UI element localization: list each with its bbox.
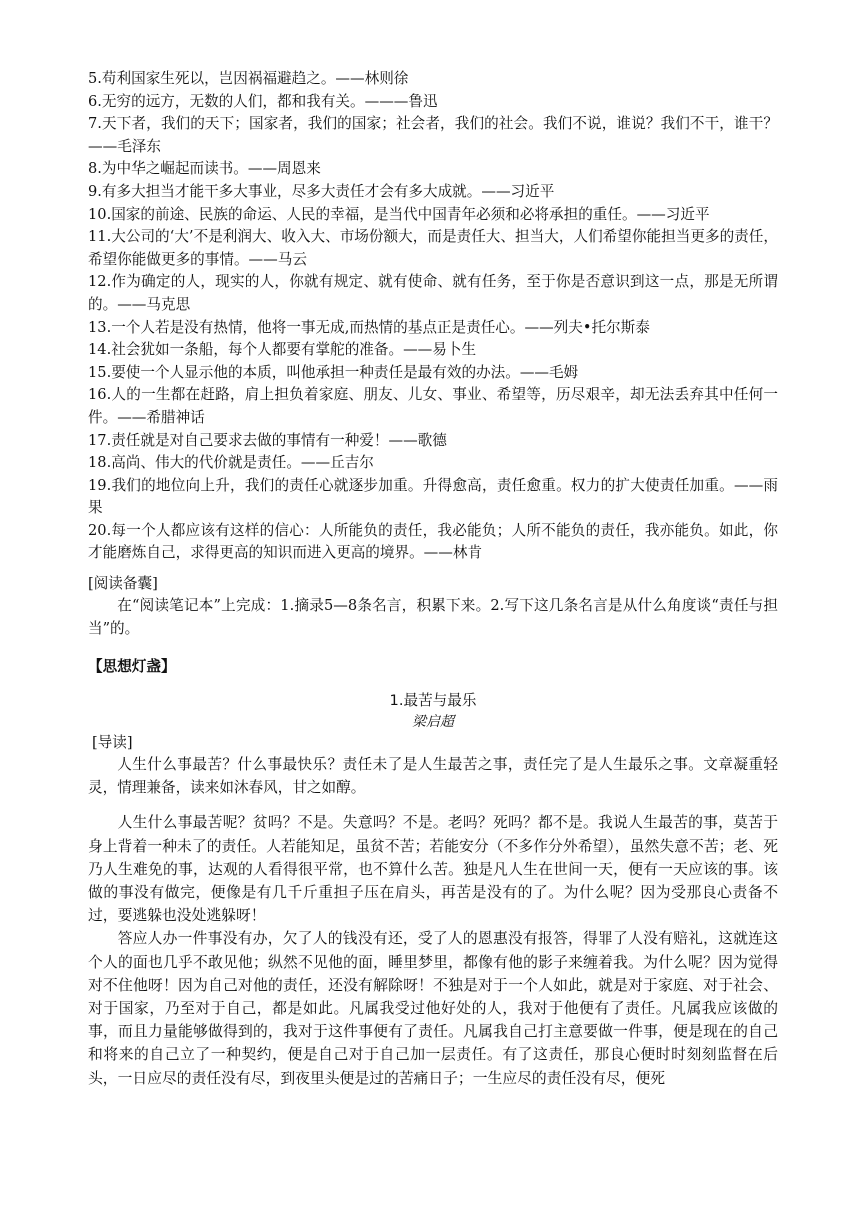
section-title: 【思想灯盏】 <box>88 658 176 676</box>
guide-label: [导读] <box>92 734 133 752</box>
quote-12: 12.作为确定的人，现实的人，你就有规定、就有使命、就有任务，至于你是否意识到这一点，那是无所谓的。——马克思 <box>88 273 778 313</box>
quote-20: 20.每一个人都应该有这样的信心：人所能负的责任，我必能负；人所不能负的责任，我亦能负。如此，你才能磨炼自己，求得更高的知识而进入更高的境界。——林肯 <box>88 521 778 562</box>
quote-17: 17.责任就是对自己要求去做的事情有一种爱！——歌德 <box>88 431 447 449</box>
article-paragraph-1: 人生什么事最苦呢？贫吗？不是。失意吗？不是。老吗？死吗？都不是。我说人生最苦的事，莫苦于身上背着一种未了的责任。人若能知足，虽贫不苦；若能安分（不多作分外希望），虽然失意不苦；老、死乃人生难免的事，达观的人看得很平常，也不算什么苦。独是凡人生在世间一天，便有一天应该的事。该做的事没有做完，便像是有几千斤重担子压在肩头，再苦是没有的了。为什么呢？因为受那良心责备不过，要逃躲也没处逃躲呀！ <box>88 814 778 925</box>
document-page <box>88 68 778 1090</box>
quote-13: 13.一个人若是没有热情，他将一事无成,而热情的基点正是责任心。——列夫•托尔斯泰 <box>88 318 650 336</box>
quote-6: 6.无穷的远方，无数的人们，都和我有关。———鲁迅 <box>88 92 438 110</box>
article-paragraph-2: 答应人办一件事没有办，欠了人的钱没有还，受了人的恩惠没有报答，得罪了人没有赔礼，这就连这个人的面也几乎不敢见他；纵然不见他的面，睡里梦里，都像有他的影子来缠着我。为什么呢？因为觉得对不住他呀！因为自己对他的责任，还没有解除呀！不独是对于一个人如此，就是对于家庭、对于社会、对于国家，乃至对于自己，都是如此。凡属我受过他好处的人，我对于他便有了责任。凡属我应该做的事，而且力量能够做得到的，我对于这件事便有了责任。凡属我自己打主意要做一件事，便是现在的自己和将来的自己立了一种契约，便是自己对于自己加一层责任。有了这责任，那良心便时时刻刻监督在后头，一日应尽的责任没有尽，到夜里头便是过的苦痛日子；一生应尽的责任没有尽，便死 <box>88 930 778 1087</box>
quote-15: 15.要使一个人显示他的本质，叫他承担一种责任是最有效的办法。——毛姆 <box>88 363 579 381</box>
quote-11: 11.大公司的‘大’不是利润大、收入大、市场份额大，而是责任大、担当大，人们希望你能担当更多的责任，希望你能做更多的事情。——马云 <box>88 228 778 268</box>
quote-18: 18.高尚、伟大的代价就是责任。——丘吉尔 <box>88 454 374 472</box>
quote-8: 8.为中华之崛起而读书。——周恩来 <box>88 160 321 178</box>
article-author: 梁启超 <box>412 714 454 731</box>
quote-5: 5.苟利国家生死以，岂因祸福避趋之。——林则徐 <box>88 70 409 87</box>
reading-note-label: [阅读备囊] <box>88 575 158 593</box>
paragraph-gap <box>88 799 778 811</box>
article-title: 1.最苦与最乐 <box>389 692 477 710</box>
quote-10: 10.国家的前途、民族的命运、人民的幸福，是当代中国青年必须和必将承担的重任。——习近平 <box>88 205 710 223</box>
guide-text: 人生什么事最苦？什么事最快乐？责任未了是人生最苦之事，责任完了是人生最乐之事。文章凝重轻灵，情理兼备，读来如沐春风，甘之如醇。 <box>88 756 778 796</box>
reading-note-text: 在“阅读笔记本”上完成：1.摘录5—8条名言，积累下来。2.写下这几条名言是从什么角度谈“责任与担当”的。 <box>88 597 778 637</box>
quote-7: 7.天下者，我们的天下；国家者，我们的国家；社会者，我们的社会。我们不说，谁说？我们不干，谁干？——毛泽东 <box>88 115 778 155</box>
quote-19: 19.我们的地位向上升，我们的责任心就逐步加重。升得愈高，责任愈重。权力的扩大使责任加重。——雨果 <box>88 476 778 517</box>
quote-14: 14.社会犹如一条船，每个人都要有掌舵的准备。——易卜生 <box>88 341 477 359</box>
quote-16: 16.人的一生都在赶路，肩上担负着家庭、朋友、儿女、事业、希望等，历尽艰辛，却无法丢弃其中任何一件。——希腊神话 <box>88 386 778 426</box>
quote-list <box>88 68 778 565</box>
quote-9: 9.有多大担当才能干多大事业，尽多大责任才会有多大成就。——习近平 <box>88 182 555 200</box>
